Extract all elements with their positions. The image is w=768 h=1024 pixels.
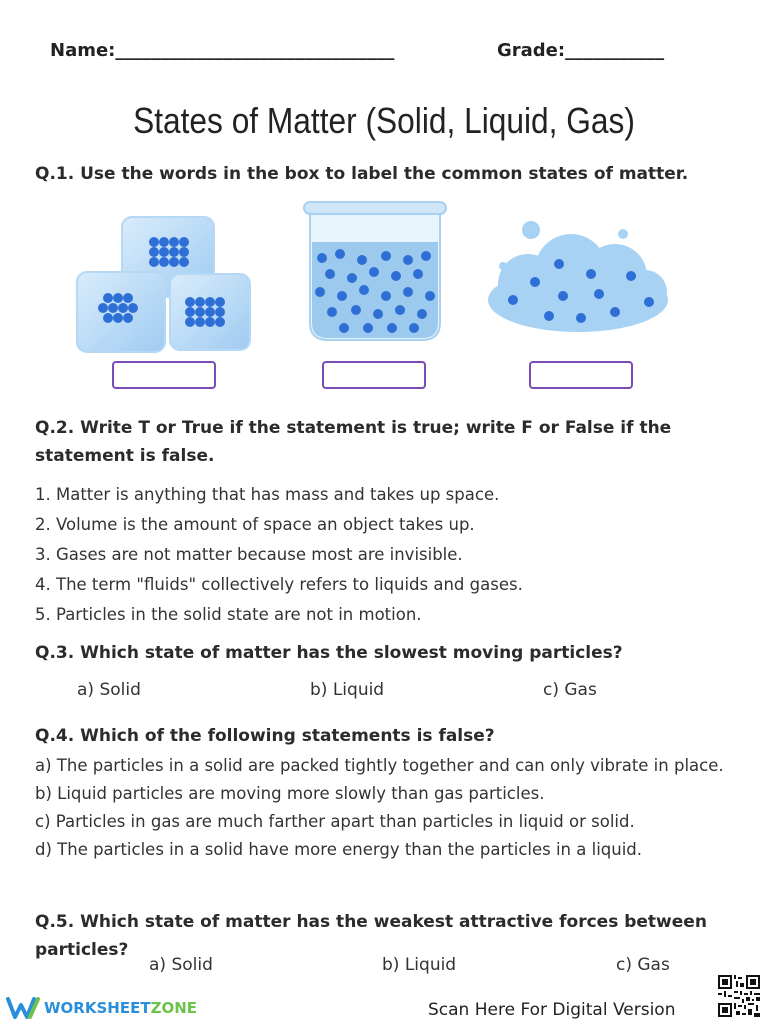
- list-item: 2. Volume is the amount of space an object takes up.: [35, 515, 475, 534]
- q5-option-a[interactable]: a) Solid: [149, 955, 213, 975]
- grade-field-label: Grade:___________: [497, 40, 665, 61]
- q1-prompt: Q.1. Use the words in the box to label the common states of matter.: [35, 164, 689, 184]
- name-field-label: Name:_______________________________: [50, 40, 395, 61]
- q2-prompt-line2: statement is false.: [35, 446, 215, 466]
- q3-option-b[interactable]: b) Liquid: [310, 680, 385, 700]
- qr-code-icon[interactable]: [716, 973, 762, 1019]
- q3-option-c[interactable]: c) Gas: [543, 680, 597, 700]
- q3-option-a[interactable]: a) Solid: [77, 680, 141, 700]
- list-item: 4. The term "fluids" collectively refers to liquids and gases.: [35, 575, 523, 594]
- q4-prompt: Q.4. Which of the following statements is false?: [35, 726, 495, 746]
- page-title: States of Matter (Solid, Liquid, Gas): [133, 100, 635, 141]
- solid-label-box[interactable]: [112, 361, 216, 389]
- q4-option-a[interactable]: a) The particles in a solid are packed tightly together and can only vibrate in place.: [35, 756, 724, 775]
- gas-cloud-icon: [483, 218, 673, 336]
- q3-prompt: Q.3. Which state of matter has the slowest moving particles?: [35, 643, 623, 663]
- list-item: 3. Gases are not matter because most are invisible.: [35, 545, 463, 564]
- q2-prompt-line1: Q.2. Write T or True if the statement is true; write F or False if the: [35, 418, 672, 438]
- brand-name-part1: WORKSHEET: [44, 999, 151, 1017]
- ice-cubes-icon: [72, 212, 257, 357]
- q4-option-d[interactable]: d) The particles in a solid have more energy than the particles in a liquid.: [35, 840, 643, 859]
- beaker-liquid-icon: [300, 198, 450, 346]
- w-logo-icon: [6, 996, 40, 1020]
- list-item: 5. Particles in the solid state are not in motion.: [35, 605, 422, 624]
- liquid-label-box[interactable]: [322, 361, 426, 389]
- q5-prompt-line1: Q.5. Which state of matter has the weakest attractive forces between: [35, 912, 707, 932]
- gas-label-box[interactable]: [529, 361, 633, 389]
- q4-option-b[interactable]: b) Liquid particles are moving more slowly than gas particles.: [35, 784, 545, 803]
- q5-option-b[interactable]: b) Liquid: [382, 955, 457, 975]
- worksheet-zone-logo: [6, 996, 197, 1020]
- scan-prompt: Scan Here For Digital Version: [428, 1000, 676, 1020]
- q2-statement-list: [35, 480, 523, 630]
- q5-prompt-line2: particles?: [35, 940, 129, 960]
- q5-option-c[interactable]: c) Gas: [616, 955, 670, 975]
- list-item: 1. Matter is anything that has mass and takes up space.: [35, 485, 500, 504]
- q4-option-list: [35, 752, 740, 864]
- q4-option-c[interactable]: c) Particles in gas are much farther apart than particles in liquid or solid.: [35, 812, 635, 831]
- brand-name-part2: ZONE: [150, 999, 197, 1017]
